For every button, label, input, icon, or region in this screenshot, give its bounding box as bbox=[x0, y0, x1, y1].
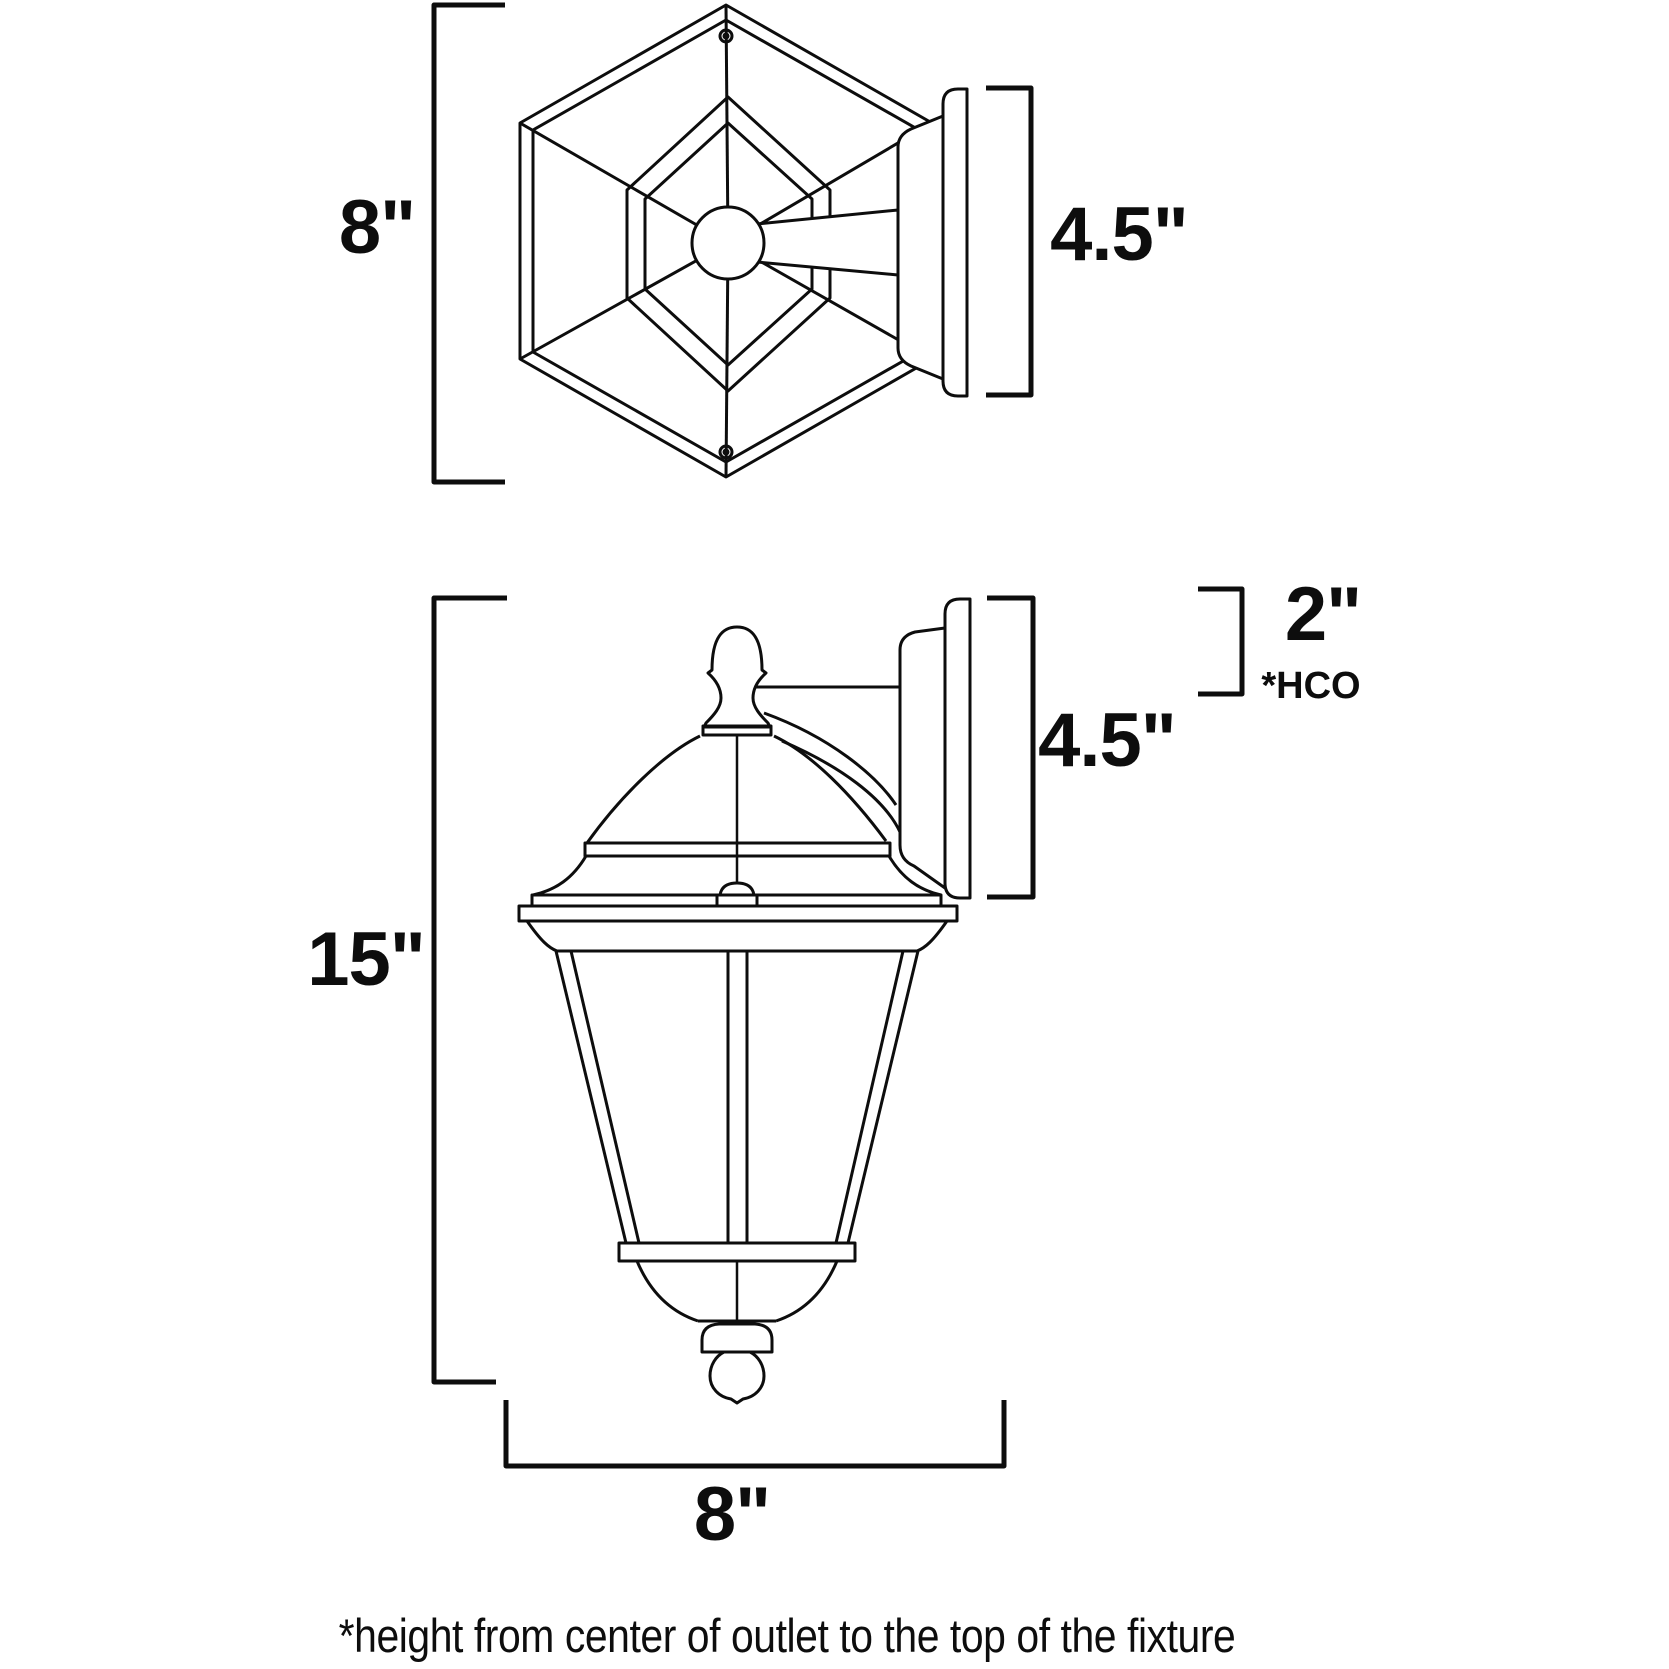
side-view-drop-finial-collar bbox=[702, 1324, 772, 1352]
top-view-width-label: 8" bbox=[338, 185, 416, 270]
side-view-width-bracket bbox=[506, 1400, 1004, 1466]
side-view-hco-label: 2" bbox=[1284, 572, 1362, 657]
side-view-roof-flare-left bbox=[533, 856, 586, 895]
side-view-mount-cap bbox=[900, 628, 945, 888]
footnote-text: *height from center of outlet to the top of the fixture bbox=[338, 1609, 1236, 1662]
side-view-backplate bbox=[945, 599, 970, 898]
top-view-center-hub bbox=[692, 207, 764, 279]
side-view-drip-tray bbox=[519, 906, 957, 921]
side-view-glass-body bbox=[556, 951, 918, 1243]
side-view-bottom-skirt-right bbox=[776, 1261, 837, 1321]
top-view-backplate bbox=[943, 89, 967, 396]
side-view-drop-finial-ball bbox=[710, 1352, 764, 1403]
side-view-bottom-plate bbox=[619, 1243, 855, 1261]
side-view-hco-note: *HCO bbox=[1261, 665, 1361, 707]
side-view-dome-left bbox=[587, 736, 700, 843]
side-view-backplate-label: 4.5" bbox=[1038, 698, 1176, 783]
side-view-skirt-left bbox=[527, 921, 557, 951]
top-view-mount-cap bbox=[898, 116, 943, 379]
top-view-drawing bbox=[520, 5, 967, 477]
side-view-height-label: 15" bbox=[307, 917, 425, 1002]
top-view-mount-arm bbox=[757, 210, 898, 275]
side-view-skirt-right bbox=[917, 921, 947, 951]
side-view-arm-curve-upper bbox=[764, 713, 896, 805]
top-view-depth-label: 4.5" bbox=[1050, 192, 1188, 277]
side-view-rim-band bbox=[532, 895, 941, 906]
side-view-top-finial bbox=[704, 627, 770, 727]
side-view-hco-bracket bbox=[1198, 589, 1242, 694]
side-view-dome-right bbox=[774, 736, 886, 841]
side-view-finial-collar bbox=[703, 726, 771, 735]
side-view-drawing bbox=[519, 599, 970, 1403]
side-view-height-bracket bbox=[434, 598, 507, 1382]
side-view-width-label: 8" bbox=[693, 1472, 771, 1557]
side-view-bottom-skirt-left bbox=[637, 1261, 698, 1321]
